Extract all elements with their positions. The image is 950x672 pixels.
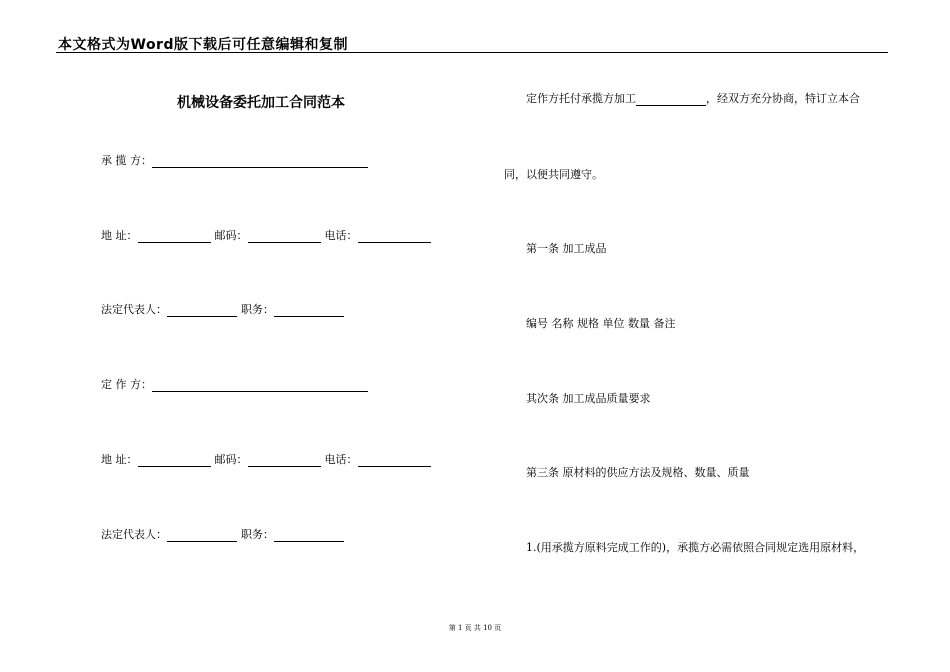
postcode-blank-1 xyxy=(248,230,321,243)
legal-rep-line-1 xyxy=(101,303,344,317)
legal-rep-line-2 xyxy=(101,528,344,542)
postcode-blank-2 xyxy=(248,454,321,467)
phone-blank-2 xyxy=(358,454,431,467)
intro-continuation: 同，以便共同遵守。 xyxy=(504,168,603,181)
position-blank-2 xyxy=(274,529,344,542)
address-label-1: 地 址： xyxy=(101,229,138,242)
contractor-line xyxy=(101,154,368,168)
position-label-2: 职务： xyxy=(241,528,274,541)
phone-label-1: 电话： xyxy=(324,229,358,242)
intro-text-b: ，经双方充分协商，特订立本合 xyxy=(706,92,860,105)
legal-rep-blank-2 xyxy=(167,529,237,542)
orderer-blank xyxy=(152,379,368,392)
intro-line xyxy=(526,92,860,106)
header-divider xyxy=(56,52,888,53)
address-line-1 xyxy=(101,229,431,243)
legal-rep-label-1: 法定代表人： xyxy=(101,303,167,316)
intro-blank xyxy=(636,93,706,106)
legal-rep-blank-1 xyxy=(167,304,237,317)
clause-1-text: 1.(用承揽方原料完成工作的)，承揽方必需依照合同规定选用原材料， xyxy=(526,541,865,554)
document-title: 机械设备委托加工合同范本 xyxy=(177,95,345,111)
page-footer: 第 1 页 共 10 页 xyxy=(448,624,502,632)
contractor-blank xyxy=(152,155,368,168)
address-line-2 xyxy=(101,453,431,467)
contractor-label: 承 揽 方： xyxy=(101,154,152,167)
table-header-row: 编号 名称 规格 单位 数量 备注 xyxy=(526,317,676,330)
legal-rep-label-2: 法定代表人： xyxy=(101,528,167,541)
postcode-label-1: 邮码： xyxy=(214,229,248,242)
orderer-label: 定 作 方： xyxy=(101,378,152,391)
phone-label-2: 电话： xyxy=(324,453,358,466)
document-header: 本文格式为Word版下载后可任意编辑和复制 xyxy=(58,37,348,53)
intro-text-a: 定作方托付承揽方加工 xyxy=(526,92,636,105)
position-blank-1 xyxy=(274,304,344,317)
address-blank-1 xyxy=(138,230,211,243)
address-blank-2 xyxy=(138,454,211,467)
position-label-1: 职务： xyxy=(241,303,274,316)
article-1-heading: 第一条 加工成品 xyxy=(526,242,607,255)
article-3-heading: 第三条 原材料的供应方法及规格、数量、质量 xyxy=(526,466,750,479)
article-2-heading: 其次条 加工成品质量要求 xyxy=(526,392,651,405)
orderer-line xyxy=(101,378,368,392)
address-label-2: 地 址： xyxy=(101,453,138,466)
postcode-label-2: 邮码： xyxy=(214,453,248,466)
phone-blank-1 xyxy=(358,230,431,243)
